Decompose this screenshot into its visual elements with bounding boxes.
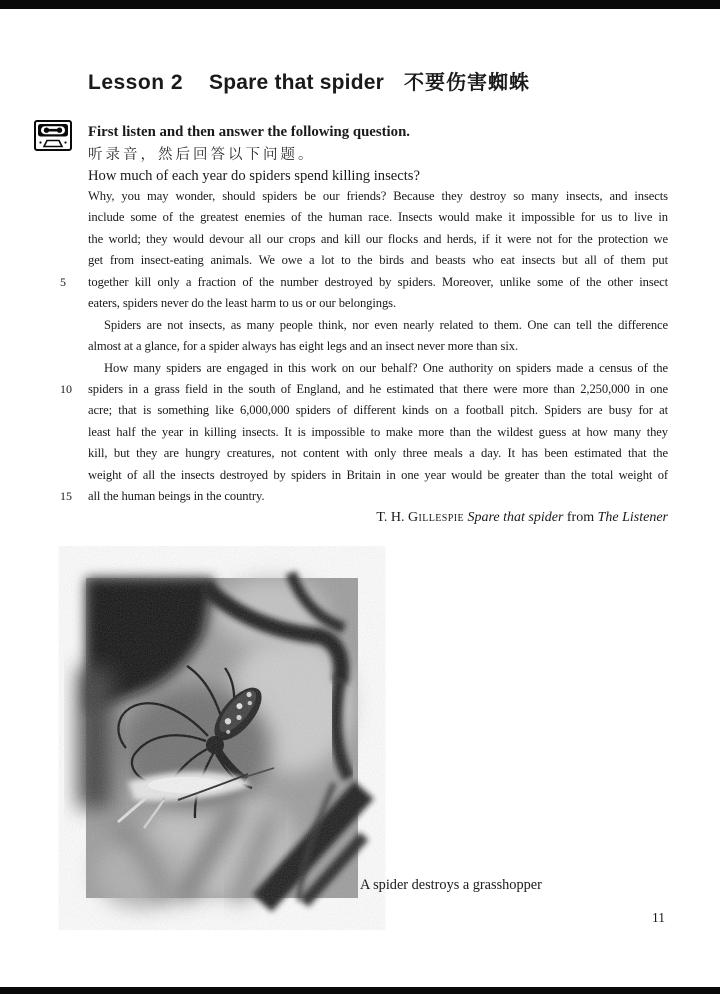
passage-line xyxy=(88,250,668,271)
passage-line-text: include some of the greatest enemies of the human race. Insects would make it impossible for us to live in xyxy=(88,210,668,225)
source-publication: The Listener xyxy=(597,510,668,525)
page-number: 11 xyxy=(652,910,665,925)
author-name: T. H. Gillespie xyxy=(376,510,464,525)
instruction-chinese: 听录音，然后回答以下问题。 xyxy=(88,147,316,163)
passage-line-text: eaters, spiders never do the least harm to us or our belongings. xyxy=(88,296,397,311)
work-title: Spare that spider xyxy=(467,510,564,525)
scan-border-top xyxy=(0,0,720,9)
source-attribution xyxy=(88,510,668,526)
passage-line xyxy=(88,207,668,228)
passage-line xyxy=(88,315,668,336)
cassette-tape-icon xyxy=(34,120,72,151)
passage-line xyxy=(88,465,668,486)
lesson-header xyxy=(88,66,668,95)
passage-line-text: How many spiders are engaged in this work on our behalf? One authority on spiders made a census of the xyxy=(104,360,668,375)
lesson-figure xyxy=(86,578,668,900)
passage-line xyxy=(88,186,668,207)
passage-line-text: Spiders are not insects, as many people think, nor even nearly related to them. One can tell the difference xyxy=(104,317,668,332)
from-word: from xyxy=(563,510,598,525)
passage-line-text: together kill only a fraction of the number destroyed by spiders. Moreover, unlike some of the other insect xyxy=(88,274,668,289)
passage-line xyxy=(88,336,668,357)
figure-caption: A spider destroys a grasshopper xyxy=(360,877,542,893)
passage-line xyxy=(60,486,668,507)
passage-line-text: Why, you may wonder, should spiders be our friends? Because they destroy so many insects, and insects xyxy=(88,189,668,203)
lesson-title-chinese: 不要伤害蜘蛛 xyxy=(404,72,530,94)
spider-photo xyxy=(86,578,358,898)
lesson-title: Spare that spider xyxy=(209,71,384,94)
passage-line xyxy=(60,379,668,400)
passage-line xyxy=(88,358,668,379)
passage-line xyxy=(60,272,668,293)
passage-line-text: get from insect-eating animals. We owe a lot to the birds and beasts who eat insects but all of them put xyxy=(88,253,668,268)
passage-line xyxy=(88,229,668,250)
passage-line xyxy=(88,422,668,443)
line-number: 5 xyxy=(60,274,66,289)
passage-line xyxy=(88,400,668,421)
passage-line-text: the world; they would devour all our crops and kill our flocks and herds, if it were not for the protection we xyxy=(88,231,668,246)
passage-line-text: spiders in a grass field in the south of England, and he estimated that there were more than 2,250,000 in one xyxy=(88,381,668,396)
passage-line-text: kill, but they are hungry creatures, not content with only three meals a day. It has been estimated that the xyxy=(88,446,668,461)
passage-line-text: almost at a glance, for a spider always has eight legs and an insect never more than six. xyxy=(88,339,518,354)
passage-line-text: all the human beings in the country. xyxy=(88,489,265,504)
reading-passage xyxy=(60,186,668,508)
passage-line-text: least half the year in killing insects. It is impossible to make more than the wildest guess at how many they xyxy=(88,424,668,439)
passage-line xyxy=(88,443,668,464)
line-number: 10 xyxy=(60,381,72,396)
instruction-english: First listen and then answer the following question. xyxy=(88,124,410,140)
line-number: 15 xyxy=(60,489,72,504)
passage-line xyxy=(88,293,668,314)
lesson-number: Lesson 2 xyxy=(88,71,184,94)
listening-instructions xyxy=(88,122,668,187)
comprehension-question: How much of each year do spiders spend killing insects? xyxy=(88,168,420,184)
scan-border-bottom xyxy=(0,987,720,994)
passage-line-text: acre; that is something like 6,000,000 spiders of different kinds on a football pitch. Spiders are busy for at xyxy=(88,403,668,418)
passage-line-text: weight of all the insects destroyed by spiders in Britain in one year would be greater than the total weight of xyxy=(88,467,668,482)
